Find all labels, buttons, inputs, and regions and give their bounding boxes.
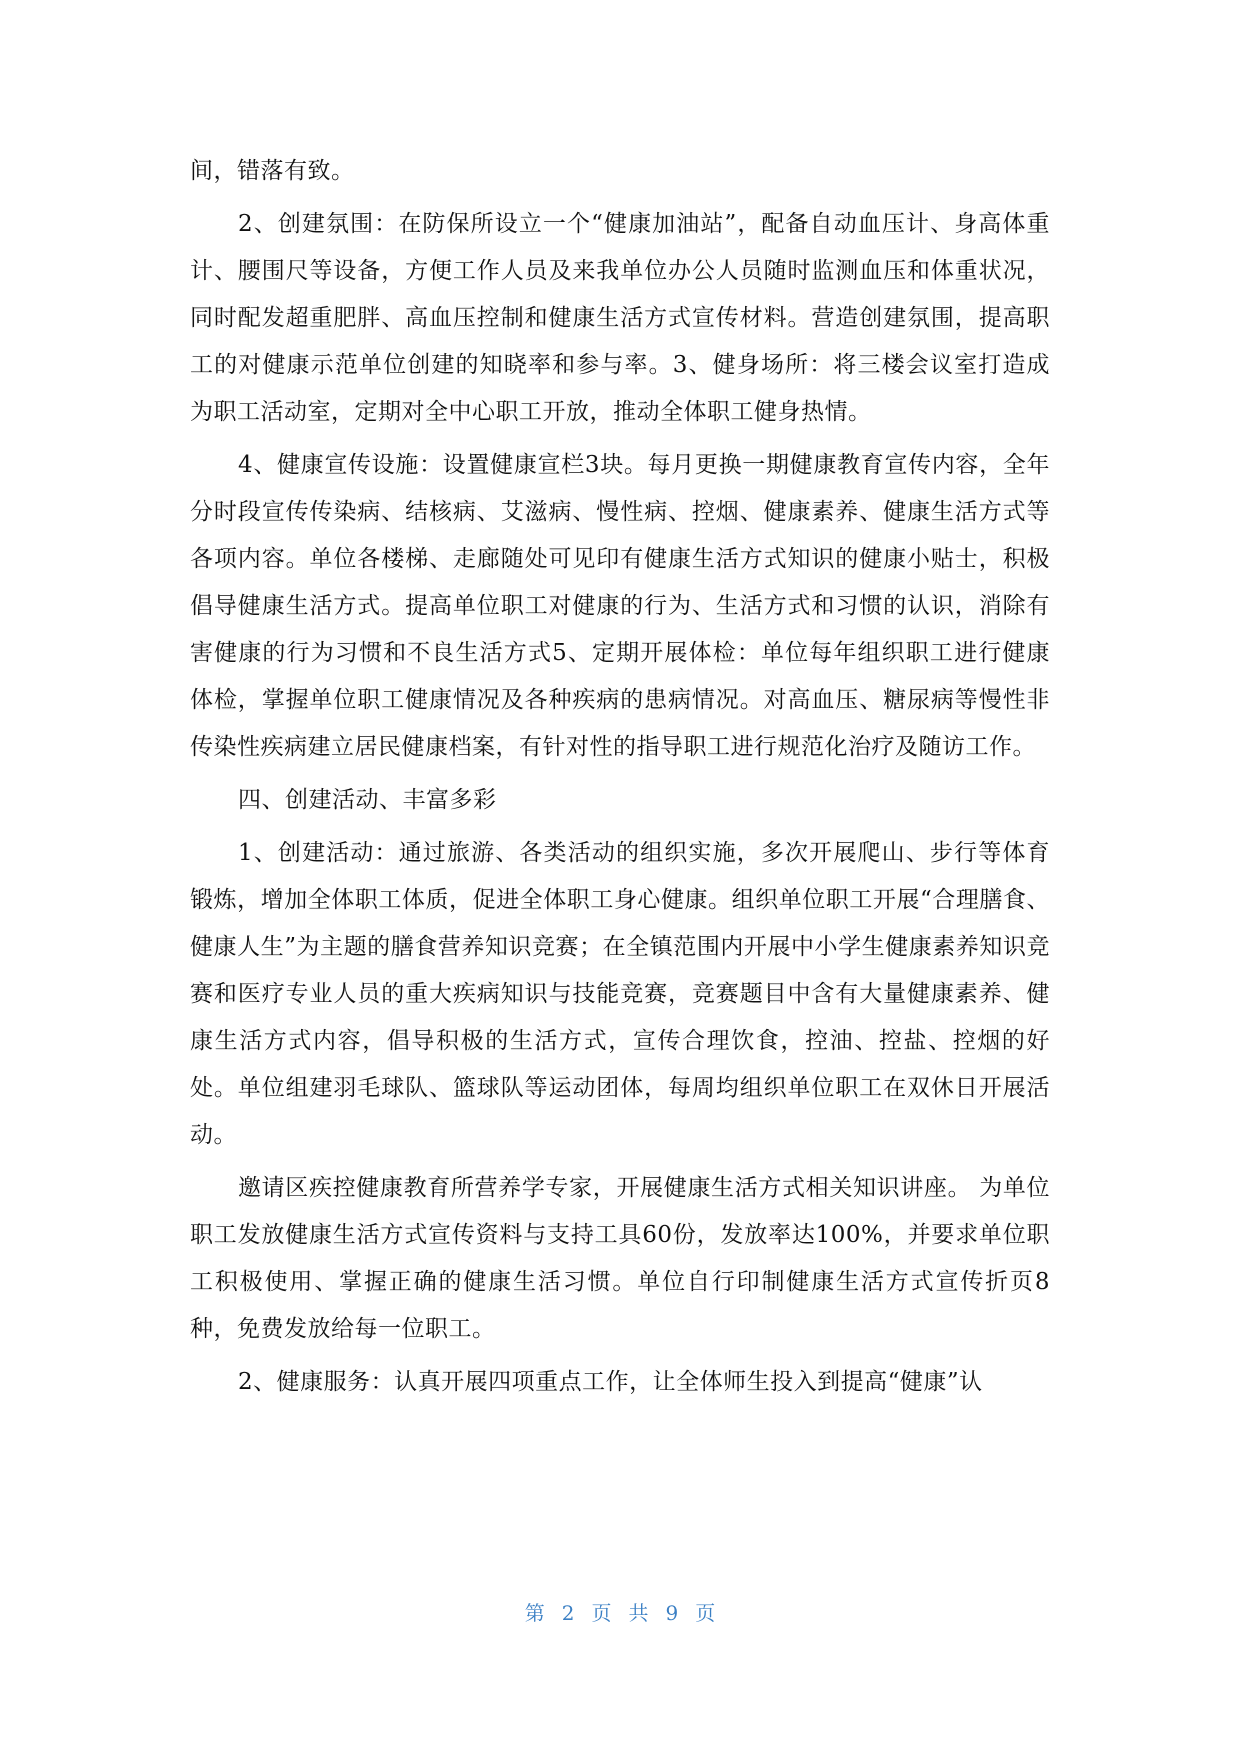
section-heading-activities: 四、创建活动、丰富多彩 [238, 787, 497, 813]
footer-current-page: 2 [561, 1601, 576, 1625]
paragraph-continuation: 间，错落有致。 [190, 158, 355, 184]
document-body [190, 148, 1050, 1412]
footer-di: 第 [524, 1601, 546, 1625]
footer-ye2: 页 [695, 1601, 717, 1625]
paragraph-lecture: 邀请区疾控健康教育所营养学专家，开展健康生活方式相关知识讲座。 为单位职工发放健康生活方式宣传资料与支持工具60份，发放率达100%，并要求单位职工积极使用、掌握正确的健康生活习惯。单位自行印制健康生活方式宣传折页8种，免费发放给每一位职工。 [190, 1175, 1050, 1342]
paragraph-create-activities: 1、创建活动：通过旅游、各类活动的组织实施，多次开展爬山、步行等体育锻炼，增加全体职工体质，促进全体职工身心健康。组织单位职工开展“合理膳食、健康人生”为主题的膳食营养知识竞赛；在全镇范围内开展中小学生健康素养知识竞赛和医疗专业人员的重大疾病知识与技能竞赛，竞赛题目中含有大量健康素养、健康生活方式内容，倡导积极的生活方式，宣传合理饮食，控油、控盐、控烟的好处。单位组建羽毛球队、篮球队等运动团体，每周均组织单位职工在双休日开展活动。 [190, 840, 1050, 1148]
paragraph-health-publicity: 4、健康宣传设施：设置健康宣栏3块。每月更换一期健康教育宣传内容，全年分时段宣传传染病、结核病、艾滋病、慢性病、控烟、健康素养、健康生活方式等各项内容。单位各楼梯、走廊随处可见印有健康生活方式知识的健康小贴士，积极倡导健康生活方式。提高单位职工对健康的行为、生活方式和习惯的认识，消除有害健康的行为习惯和不良生活方式5、定期开展体检：单位每年组织职工进行健康体检，掌握单位职工健康情况及各种疾病的患病情况。对高血压、糖尿病等慢性非传染性疾病建立居民健康档案，有针对性的指导职工进行规范化治疗及随访工作。 [190, 452, 1050, 760]
paragraph-create-atmosphere: 2、创建氛围：在防保所设立一个“健康加油站”，配备自动血压计、身高体重计、腰围尺等设备，方便工作人员及来我单位办公人员随时监测血压和体重状况，同时配发超重肥胖、高血压控制和健康生活方式宣传材料。营造创建氛围，提高职工的对健康示范单位创建的知晓率和参与率。3、健身场所：将三楼会议室打造成为职工活动室，定期对全中心职工开放，推动全体职工健身热情。 [190, 211, 1050, 425]
footer-ye: 页 [591, 1601, 613, 1625]
page-number-footer [0, 1597, 1241, 1626]
footer-gong: 共 [628, 1601, 650, 1625]
footer-total-pages: 9 [665, 1601, 680, 1625]
paragraph-health-service: 2、健康服务：认真开展四项重点工作，让全体师生投入到提高“健康”认 [238, 1369, 983, 1395]
